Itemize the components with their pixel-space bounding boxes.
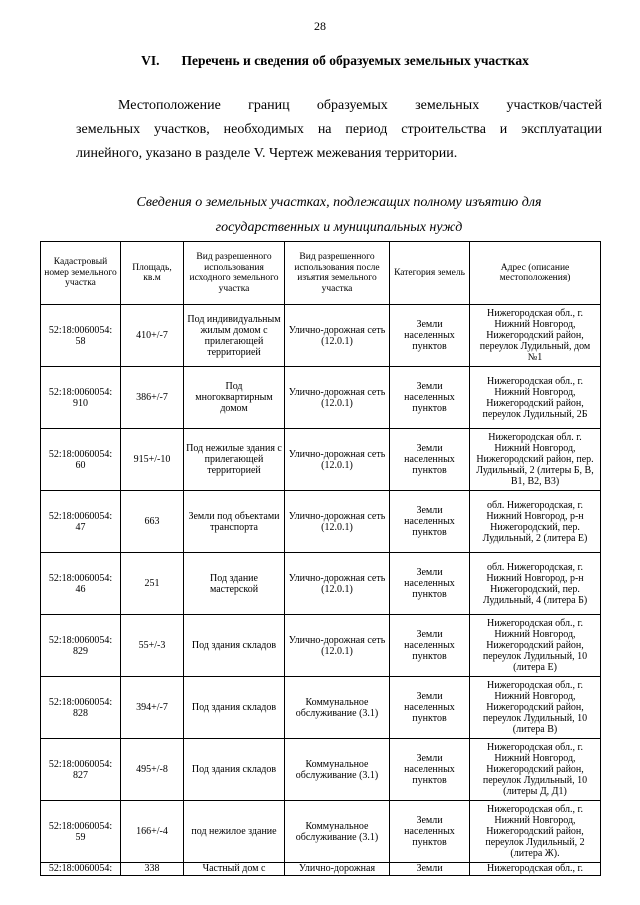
table-row: [41, 305, 601, 367]
cell-area: 915+/-10: [121, 429, 184, 491]
cell-use-after-seizure: Улично-дорожная сеть (12.0.1): [285, 553, 390, 615]
cell-address: Нижегородская обл., г.: [470, 863, 601, 876]
cell-original-use: Под здания складов: [184, 677, 285, 739]
cell-use-after-seizure: Улично-дорожная сеть (12.0.1): [285, 615, 390, 677]
cell-original-use: Под многоквартирным домом: [184, 367, 285, 429]
paragraph-line: линейного, указано в разделе V. Чертеж межевания территории.: [76, 146, 458, 161]
caption-line: государственных и муниципальных нужд: [215, 220, 463, 235]
table-row: [41, 801, 601, 863]
cell-area: 663: [121, 491, 184, 553]
cell-land-category: Земли населенных пунктов: [390, 491, 470, 553]
table-row: [41, 491, 601, 553]
cell-cadastral-number: 52:18:0060054: 827: [41, 739, 121, 801]
table-header-row: [41, 242, 601, 305]
cell-land-category: Земли населенных пунктов: [390, 553, 470, 615]
paragraph-line: Местоположение границ образуемых земельных участков/частей: [118, 98, 602, 113]
cell-land-category: Земли населенных пунктов: [390, 367, 470, 429]
cell-cadastral-number: 52:18:0060054: 59: [41, 801, 121, 863]
header-land-category: Категория земель: [390, 242, 470, 305]
table-row-partial: [41, 863, 601, 876]
cell-cadastral-number: 52:18:0060054: 829: [41, 615, 121, 677]
cell-original-use: Под индивидуальным жилым домом с прилегающей территорией: [184, 305, 285, 367]
cell-use-after-seizure: Коммунальное обслуживание (3.1): [285, 739, 390, 801]
cell-use-after-seizure: Улично-дорожная сеть (12.0.1): [285, 305, 390, 367]
cell-original-use: Земли под объектами транспорта: [184, 491, 285, 553]
cell-land-category: Земли населенных пунктов: [390, 615, 470, 677]
cell-address: Нижегородская обл. г. Нижний Новгород, Нижегородский район, пер. Лудильный, 2 (литеры Б, В, В1, В2, В3): [470, 429, 601, 491]
header-area: Площадь, кв.м: [121, 242, 184, 305]
cell-area: 386+/-7: [121, 367, 184, 429]
cell-land-category: Земли населенных пунктов: [390, 677, 470, 739]
cell-use-after-seizure: Коммунальное обслуживание (3.1): [285, 801, 390, 863]
cell-address: Нижегородская обл., г. Нижний Новгород, Нижегородский район, переулок Лудильный, 2Б: [470, 367, 601, 429]
table-caption: [76, 190, 602, 240]
cell-area: 166+/-4: [121, 801, 184, 863]
cell-original-use: Под здание мастерской: [184, 553, 285, 615]
cell-cadastral-number: 52:18:0060054:: [41, 863, 121, 876]
cell-address: Нижегородская обл., г. Нижний Новгород, Нижегородский район, переулок Лудильный, 2 (литера Ж).: [470, 801, 601, 863]
cell-use-after-seizure: Улично-дорожная сеть (12.0.1): [285, 491, 390, 553]
cell-area: 394+/-7: [121, 677, 184, 739]
header-address: Адрес (описание местоположения): [470, 242, 601, 305]
cell-land-category: Земли населенных пунктов: [390, 739, 470, 801]
page-number: 28: [314, 19, 326, 33]
cell-area: 251: [121, 553, 184, 615]
section-heading: [95, 53, 575, 69]
cell-land-category: Земли населенных пунктов: [390, 305, 470, 367]
table-row: [41, 429, 601, 491]
cell-original-use: под нежилое здание: [184, 801, 285, 863]
cell-use-after-seizure: Улично-дорожная: [285, 863, 390, 876]
cell-use-after-seizure: Коммунальное обслуживание (3.1): [285, 677, 390, 739]
cell-cadastral-number: 52:18:0060054: 58: [41, 305, 121, 367]
cell-original-use: Под нежилые здания с прилегающей территорией: [184, 429, 285, 491]
cell-land-category: Земли населенных пунктов: [390, 429, 470, 491]
cell-area: 55+/-3: [121, 615, 184, 677]
table-row: [41, 677, 601, 739]
section-number: VI.: [141, 53, 160, 68]
cell-area: 338: [121, 863, 184, 876]
header-use-after-seizure: Вид разрешенного использования после изъятия земельного участка: [285, 242, 390, 305]
cell-address: Нижегородская обл., г. Нижний Новгород, Нижегородский район, переулок Лудильный, дом №1: [470, 305, 601, 367]
table-row: [41, 367, 601, 429]
cell-cadastral-number: 52:18:0060054: 828: [41, 677, 121, 739]
table-row: [41, 553, 601, 615]
header-original-use: Вид разрешенного использования исходного земельного участка: [184, 242, 285, 305]
table-row: [41, 739, 601, 801]
cell-use-after-seizure: Улично-дорожная сеть (12.0.1): [285, 429, 390, 491]
cell-original-use: Частный дом с: [184, 863, 285, 876]
cell-address: обл. Нижегородская, г. Нижний Новгород, р-н Нижегородский, пер. Лудильный, 2 (литера Е): [470, 491, 601, 553]
section-title: Перечень и сведения об образуемых земельных участках: [181, 53, 529, 68]
cell-original-use: Под здания складов: [184, 739, 285, 801]
header-cadastral-number: Кадастровый номер земельного участка: [41, 242, 121, 305]
cell-land-category: Земли: [390, 863, 470, 876]
table-row: [41, 615, 601, 677]
cell-cadastral-number: 52:18:0060054: 910: [41, 367, 121, 429]
cell-address: обл. Нижегородская, г. Нижний Новгород, р-н Нижегородский, пер. Лудильный, 4 (литера Б): [470, 553, 601, 615]
cell-cadastral-number: 52:18:0060054: 47: [41, 491, 121, 553]
cell-land-category: Земли населенных пунктов: [390, 801, 470, 863]
cell-use-after-seizure: Улично-дорожная сеть (12.0.1): [285, 367, 390, 429]
cell-cadastral-number: 52:18:0060054: 46: [41, 553, 121, 615]
cell-area: 410+/-7: [121, 305, 184, 367]
caption-line: Сведения о земельных участках, подлежащих полному изъятию для: [136, 195, 542, 210]
paragraph-line: земельных участков, необходимых на период строительства и эксплуатации: [76, 122, 602, 137]
cell-cadastral-number: 52:18:0060054: 60: [41, 429, 121, 491]
cell-original-use: Под здания складов: [184, 615, 285, 677]
cell-address: Нижегородская обл., г. Нижний Новгород, Нижегородский район, переулок Лудильный, 10 (литеры Д, Д1): [470, 739, 601, 801]
intro-paragraph: [76, 94, 602, 166]
land-parcels-table: [40, 241, 601, 876]
cell-address: Нижегородская обл., г. Нижний Новгород, Нижегородский район, переулок Лудильный, 10 (литера В): [470, 677, 601, 739]
cell-address: Нижегородская обл., г. Нижний Новгород, Нижегородский район, переулок Лудильный, 10 (литера Е): [470, 615, 601, 677]
cell-area: 495+/-8: [121, 739, 184, 801]
